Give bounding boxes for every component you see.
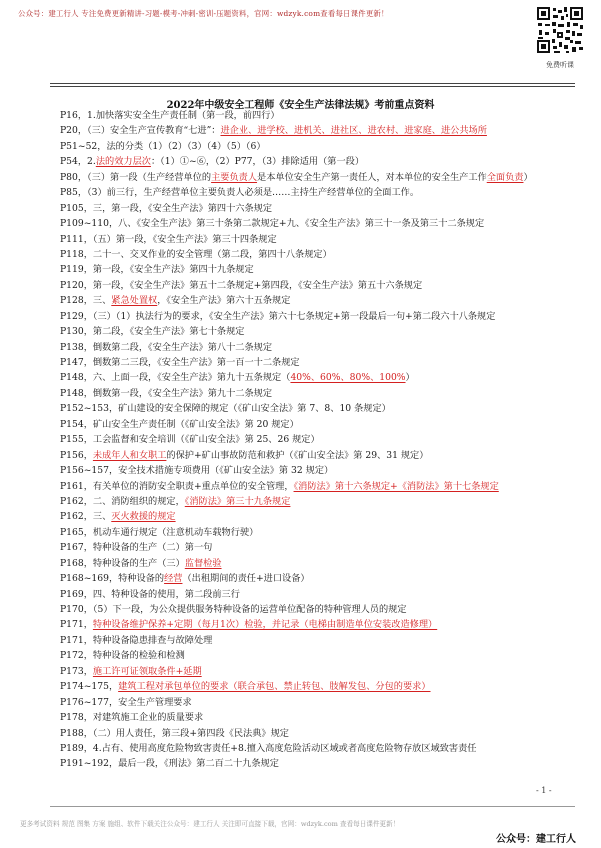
text-line <box>60 448 580 463</box>
line-text: P170，（5）下一段，为公众提供服务特种设备的运营单位配备的特种管理人员的规定 <box>60 604 407 615</box>
footer-rule <box>50 806 575 807</box>
text-line <box>60 309 580 324</box>
text-line <box>60 185 580 200</box>
line-text: P161，有关单位的消防安全职责+重点单位的安全管理， <box>60 480 294 492</box>
text-line <box>60 139 580 154</box>
text-line <box>60 170 580 185</box>
footer-account: 公众号：建工行人 <box>496 834 576 845</box>
line-text: P167，特种设备的生产（二）第一句 <box>60 542 213 554</box>
text-line <box>60 710 580 725</box>
content-lines <box>60 108 580 772</box>
text-line <box>60 123 580 138</box>
text-line <box>60 479 580 494</box>
highlighted-text: 主要负责人 <box>211 171 258 183</box>
highlighted-text: 未成年人和女职工 <box>92 449 167 461</box>
text-line <box>60 741 580 756</box>
text-line <box>60 633 580 648</box>
highlighted-text: 《消防法》第十六条规定+《消防法》第十七条规定 <box>293 480 499 492</box>
text-line <box>60 494 580 509</box>
line-text: P129，（三）（1）执法行为的要求，《安全生产法》第六十七条规定+第一段最后一句+第二段六十八条规定 <box>60 310 496 322</box>
line-text: 是本单位安全生产第一责任人，对本单位的安全生产工作 <box>257 171 487 183</box>
line-text: P165，机动车通行规定（注意机动车载物行驶） <box>60 526 259 538</box>
text-line <box>60 293 580 308</box>
qr-code-icon <box>536 6 584 54</box>
line-text: P173， <box>60 665 93 677</box>
line-text: P147，倒数第二三段，《安全生产法》第一百一十二条规定 <box>60 357 300 368</box>
highlighted-text: 经营 <box>164 573 183 585</box>
text-line <box>60 417 580 432</box>
line-text: P174~175， <box>60 681 119 693</box>
text-line <box>60 262 580 277</box>
text-line <box>60 587 580 602</box>
line-text: P188，（二）用人责任，第三段+第四段《民法典》规定 <box>60 727 289 739</box>
text-line <box>60 201 580 216</box>
highlighted-text: 监督检验 <box>184 557 222 569</box>
line-text: P178，对建筑施工企业的质量要求 <box>60 712 204 724</box>
text-line <box>60 278 580 293</box>
document-title: 2022年中级安全工程师《安全生产法律法规》考前重点资料 <box>166 100 435 111</box>
line-text: ） <box>405 372 415 384</box>
highlighted-text: 特种设备维护保养+定期（每月1次）检验，并记录（电梯由制造单位安装改造修理） <box>92 619 438 631</box>
text-line <box>60 756 580 771</box>
line-text: P54，2. <box>60 156 96 168</box>
line-text: P111，（五）第一段，《安全生产法》第三十四条规定 <box>60 233 277 245</box>
text-line <box>60 617 580 632</box>
line-text: P156， <box>60 449 93 461</box>
highlighted-text: 建筑工程对承包单位的要求（联合承包、禁止转包、肢解发包、分包的要求） <box>118 681 431 693</box>
highlighted-text: 40%、60%、80%、100% <box>290 372 406 384</box>
text-line <box>60 540 580 555</box>
line-text: P130，第二段，《安全生产法》第七十条规定 <box>60 326 245 338</box>
highlighted-text: 法的效力层次 <box>95 156 151 168</box>
line-text: P120，第一段，《安全生产法》第五十二条规定+第四段，《安全生产法》第五十六条规定 <box>60 279 423 291</box>
highlighted-text: 进企业、进学校、进机关、进社区、进农村、进家庭、进公共场所 <box>220 125 487 137</box>
text-line <box>60 247 580 262</box>
line-text: P148，六、上面一段，《安全生产法》第九十五条规定（ <box>60 372 291 384</box>
line-text: P152~153，矿山建设的安全保障的规定（《矿山安全法》第 7、8、10 条规定） <box>60 403 391 415</box>
line-text: P109~110，八、《安全生产法》第三十条第二款规定+九、《安全生产法》第三十一条及第三十二条规定 <box>60 218 485 230</box>
text-line <box>60 154 580 169</box>
line-text: 的保护+矿山事故防范和救护（《矿山安全法》第 29、31 规定） <box>166 449 429 461</box>
line-text: P189，4.占有、使用高度危险物致害责任+8.擅入高度危险活动区域或者高度危险物存放区域致害责任 <box>60 742 477 754</box>
line-text: ：（1）①~⑥，（2）P77，（3）排除适用（第一段） <box>150 156 365 168</box>
line-text: P128，三、 <box>60 295 112 307</box>
line-text: P155，工会监督和安全培训（《矿山安全法》第 25、26 规定） <box>60 434 320 446</box>
line-text: P191~192，最后一段，《刑法》第二百二十九条规定 <box>60 758 279 770</box>
text-line <box>60 370 580 385</box>
line-text: P176~177，安全生产管理要求 <box>60 696 192 708</box>
line-text: P162，二、消防组织的规定， <box>60 495 185 507</box>
line-text: P154，矿山安全生产责任制（《矿山安全法》第 20 规定） <box>60 418 299 430</box>
line-text: P85，（3）前三行，生产经营单位主要负责人必须是……主持生产经营单位的全面工作。 <box>60 187 420 199</box>
text-line <box>60 695 580 710</box>
qr-caption: 免费听课 <box>546 61 574 69</box>
line-text: ） <box>523 171 533 183</box>
top-rule-thin <box>50 86 575 87</box>
line-text: P105，三，第一段，《安全生产法》第四十六条规定 <box>60 202 273 214</box>
line-text: P172，特种设备的检验和检测 <box>60 650 185 662</box>
line-text: P169，四、特种设备的使用，第二段前三行 <box>60 588 240 600</box>
text-line <box>60 509 580 524</box>
text-line <box>60 679 580 694</box>
line-text: P51~52，法的分类（1）（2）（3）（4）（5）（6） <box>60 140 266 152</box>
header-banner: 公众号：建工行人 专注免费更新精讲-习题-模考-冲刺-密训-压题资料，官网：wdzyk.com查看每日课件更新！ <box>18 9 389 18</box>
line-text: P156~157，安全技术措施专项费用（《矿山安全法》第 32 规定） <box>60 465 334 477</box>
text-line <box>60 726 580 741</box>
highlighted-text: 《消防法》第三十九条规定 <box>184 495 291 507</box>
text-line <box>60 108 580 123</box>
highlighted-text: 全面负责 <box>486 171 524 183</box>
text-line <box>60 571 580 586</box>
top-rule <box>50 83 575 84</box>
page-number: - 1 - <box>536 786 552 795</box>
line-text: P80，（三）第一段（生产经营单位的 <box>60 171 212 183</box>
line-text: P168，特种设备的生产（三） <box>60 557 185 569</box>
line-text: P168~169，特种设备的 <box>60 573 165 585</box>
text-line <box>60 648 580 663</box>
text-line <box>60 602 580 617</box>
line-text: P171， <box>60 619 93 631</box>
line-text: P138，倒数第二段，《安全生产法》第八十二条规定 <box>60 341 273 353</box>
text-line <box>60 216 580 231</box>
line-text: P119，第一段，《安全生产法》第四十九条规定 <box>60 264 254 276</box>
line-text: P162，三、 <box>60 511 112 523</box>
text-line <box>60 324 580 339</box>
line-text: P16，1.加快落实安全生产责任制（第一段，前四行） <box>60 110 280 121</box>
line-text: ，《安全生产法》第六十五条规定 <box>157 295 291 307</box>
text-line <box>60 525 580 540</box>
highlighted-text: 灭火救援的规定 <box>111 511 176 523</box>
text-line <box>60 401 580 416</box>
text-line <box>60 232 580 247</box>
text-line <box>60 664 580 679</box>
text-line <box>60 432 580 447</box>
footer-note: 更多考试资料 规范 图集 方案 施组、软件下载关注公众号：建工行人 关注即可直接下载，官网：wdzyk.com 查看每日课件更新！ <box>20 820 400 828</box>
line-text: P20，（三）安全生产宣传教育“七进”： <box>60 125 221 137</box>
text-line <box>60 556 580 571</box>
highlighted-text: 施工许可证领取条件+延期 <box>92 665 202 677</box>
text-line <box>60 463 580 478</box>
line-text: （出租期间的责任+进口设备） <box>182 573 310 585</box>
highlighted-text: 紧急处置权 <box>111 295 158 307</box>
text-line <box>60 340 580 355</box>
line-text: P148，倒数第一段，《安全生产法》第九十二条规定 <box>60 387 273 399</box>
text-line <box>60 386 580 401</box>
line-text: P118，二十一、交叉作业的安全管理（第二段，第四十八条规定） <box>60 248 332 260</box>
text-line <box>60 355 580 370</box>
qr-block <box>532 6 588 70</box>
line-text: P171，特种设备隐患排查与故障处理 <box>60 634 213 646</box>
